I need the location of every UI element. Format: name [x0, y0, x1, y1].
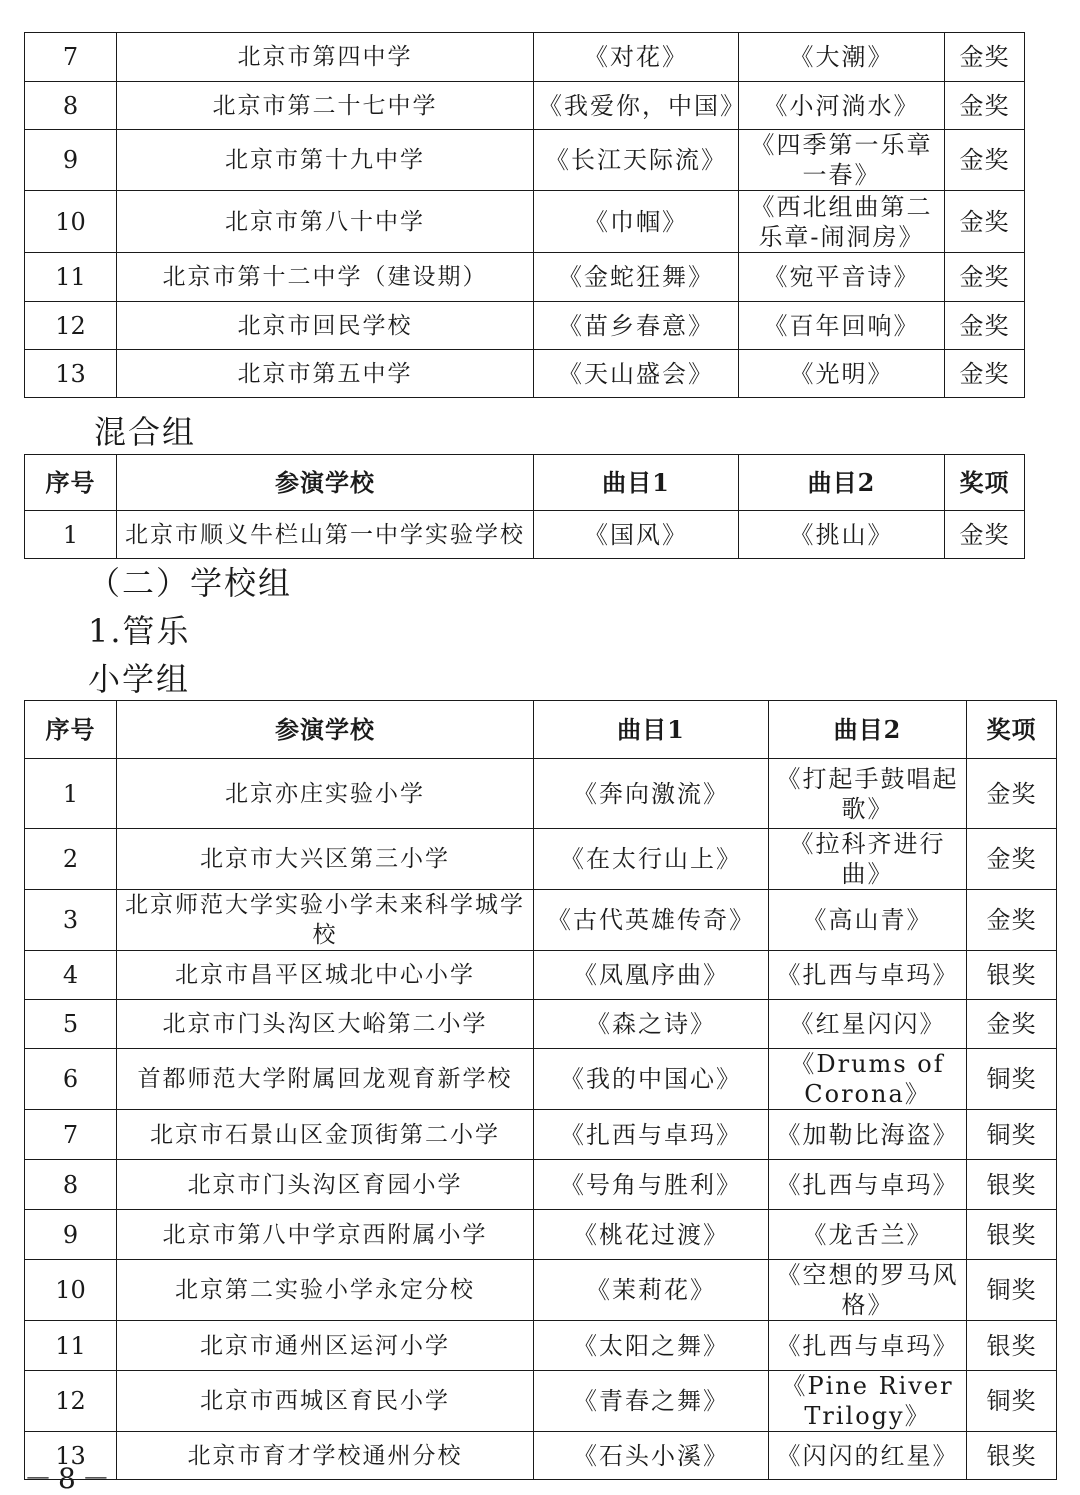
cell-no: 7: [25, 1110, 117, 1160]
cell-piece2: 《Pine River Trilogy》: [769, 1371, 967, 1432]
table-row: [25, 951, 1057, 1000]
cell-piece2: 《大潮》: [739, 33, 945, 82]
cell-piece2: 《红星闪闪》: [769, 1000, 967, 1049]
cell-no: 5: [25, 1000, 117, 1049]
cell-school: 北京市第四中学: [117, 33, 534, 82]
cell-school: 北京市第二十七中学: [117, 82, 534, 130]
table-row: [25, 511, 1025, 559]
cell-award: 银奖: [967, 1432, 1057, 1480]
cell-piece2: 《西北组曲第二乐章-闹洞房》: [739, 191, 945, 253]
cell-no: 9: [25, 1210, 117, 1260]
cell-school: 首都师范大学附属回龙观育新学校: [117, 1049, 534, 1110]
header-piece2: 曲目2: [769, 701, 967, 759]
cell-award: 银奖: [967, 1160, 1057, 1210]
cell-no: 11: [25, 253, 117, 302]
cell-piece1: 《在太行山上》: [534, 829, 769, 890]
results-table-primary: [24, 700, 1057, 1480]
cell-piece2: 《打起手鼓唱起歌》: [769, 759, 967, 829]
table-row: [25, 350, 1025, 398]
cell-school: 北京市通州区运河小学: [117, 1321, 534, 1371]
cell-piece1: 《石头小溪》: [534, 1432, 769, 1480]
header-no: 序号: [25, 701, 117, 759]
cell-piece2: 《扎西与卓玛》: [769, 1321, 967, 1371]
cell-school: 北京市第八中学京西附属小学: [117, 1210, 534, 1260]
cell-award: 金奖: [945, 350, 1025, 398]
cell-piece1: 《天山盛会》: [534, 350, 739, 398]
cell-piece2: 《挑山》: [739, 511, 945, 559]
cell-piece2: 《空想的罗马风格》: [769, 1260, 967, 1321]
section-heading-wind: 1.管乐: [88, 612, 191, 650]
cell-award: 金奖: [945, 191, 1025, 253]
table-row: [25, 1049, 1057, 1110]
cell-school: 北京市门头沟区育园小学: [117, 1160, 534, 1210]
header-award: 奖项: [945, 455, 1025, 511]
cell-no: 10: [25, 1260, 117, 1321]
section-heading-primary: 小学组: [88, 660, 191, 698]
cell-no: 13: [25, 350, 117, 398]
cell-piece1: 《国风》: [534, 511, 739, 559]
table-row: [25, 253, 1025, 302]
header-piece1: 曲目1: [534, 701, 769, 759]
table-row: [25, 1110, 1057, 1160]
cell-piece2: 《龙舌兰》: [769, 1210, 967, 1260]
cell-piece1: 《我的中国心》: [534, 1049, 769, 1110]
cell-school: 北京市第十九中学: [117, 130, 534, 191]
header-award: 奖项: [967, 701, 1057, 759]
cell-award: 金奖: [945, 130, 1025, 191]
cell-piece2: 《百年回响》: [739, 302, 945, 350]
cell-piece2: 《高山青》: [769, 890, 967, 951]
cell-no: 12: [25, 1371, 117, 1432]
table-row: [25, 82, 1025, 130]
cell-school: 北京师范大学实验小学未来科学城学校: [117, 890, 534, 951]
cell-no: 2: [25, 829, 117, 890]
cell-award: 金奖: [967, 890, 1057, 951]
header-piece1: 曲目1: [534, 455, 739, 511]
cell-piece1: 《对花》: [534, 33, 739, 82]
page-number: －8－: [24, 1462, 116, 1495]
table-row: [25, 829, 1057, 890]
cell-award: 金奖: [945, 253, 1025, 302]
cell-no: 4: [25, 951, 117, 1000]
cell-no: 1: [25, 759, 117, 829]
cell-piece2: 《扎西与卓玛》: [769, 1160, 967, 1210]
cell-piece2: 《四季第一乐章一春》: [739, 130, 945, 191]
cell-piece2: 《宛平音诗》: [739, 253, 945, 302]
cell-award: 金奖: [967, 829, 1057, 890]
cell-piece2: 《闪闪的红星》: [769, 1432, 967, 1480]
cell-school: 北京市石景山区金顶街第二小学: [117, 1110, 534, 1160]
header-piece2: 曲目2: [739, 455, 945, 511]
cell-school: 北京市顺义牛栏山第一中学实验学校: [117, 511, 534, 559]
cell-piece2: 《拉科齐进行曲》: [769, 829, 967, 890]
cell-piece1: 《扎西与卓玛》: [534, 1110, 769, 1160]
table-row: [25, 1160, 1057, 1210]
cell-piece1: 《苗乡春意》: [534, 302, 739, 350]
table-row: [25, 1260, 1057, 1321]
cell-piece1: 《长江天际流》: [534, 130, 739, 191]
cell-no: 12: [25, 302, 117, 350]
cell-no: 8: [25, 1160, 117, 1210]
cell-no: 7: [25, 33, 117, 82]
cell-piece1: 《奔向激流》: [534, 759, 769, 829]
table-row: [25, 130, 1025, 191]
cell-piece1: 《巾帼》: [534, 191, 739, 253]
table-row: [25, 191, 1025, 253]
cell-school: 北京第二实验小学永定分校: [117, 1260, 534, 1321]
cell-award: 银奖: [967, 1321, 1057, 1371]
cell-piece1: 《金蛇狂舞》: [534, 253, 739, 302]
cell-piece1: 《凤凰序曲》: [534, 951, 769, 1000]
cell-award: 金奖: [945, 511, 1025, 559]
cell-school: 北京市回民学校: [117, 302, 534, 350]
table-header-row: [25, 455, 1025, 511]
cell-piece1: 《茉莉花》: [534, 1260, 769, 1321]
cell-school: 北京亦庄实验小学: [117, 759, 534, 829]
cell-piece1: 《桃花过渡》: [534, 1210, 769, 1260]
header-school: 参演学校: [117, 701, 534, 759]
table-row: [25, 890, 1057, 951]
cell-piece2: 《扎西与卓玛》: [769, 951, 967, 1000]
cell-award: 铜奖: [967, 1110, 1057, 1160]
cell-school: 北京市门头沟区大峪第二小学: [117, 1000, 534, 1049]
results-table-continued: [24, 32, 1025, 398]
cell-school: 北京市第十二中学（建设期）: [117, 253, 534, 302]
cell-school: 北京市大兴区第三小学: [117, 829, 534, 890]
cell-piece1: 《森之诗》: [534, 1000, 769, 1049]
cell-no: 13: [25, 1432, 117, 1480]
cell-award: 金奖: [967, 1000, 1057, 1049]
cell-award: 铜奖: [967, 1260, 1057, 1321]
table-row: [25, 1210, 1057, 1260]
cell-no: 11: [25, 1321, 117, 1371]
cell-school: 北京市昌平区城北中心小学: [117, 951, 534, 1000]
cell-school: 北京市育才学校通州分校: [117, 1432, 534, 1480]
cell-no: 9: [25, 130, 117, 191]
cell-award: 金奖: [967, 759, 1057, 829]
cell-school: 北京市第五中学: [117, 350, 534, 398]
cell-piece2: 《Drums of Corona》: [769, 1049, 967, 1110]
table-row: [25, 302, 1025, 350]
cell-piece1: 《号角与胜利》: [534, 1160, 769, 1210]
cell-award: 铜奖: [967, 1371, 1057, 1432]
cell-award: 银奖: [967, 951, 1057, 1000]
cell-no: 3: [25, 890, 117, 951]
cell-piece2: 《加勒比海盗》: [769, 1110, 967, 1160]
cell-no: 10: [25, 191, 117, 253]
cell-piece1: 《青春之舞》: [534, 1371, 769, 1432]
cell-no: 6: [25, 1049, 117, 1110]
header-school: 参演学校: [117, 455, 534, 511]
cell-award: 金奖: [945, 82, 1025, 130]
section-heading-mixed: 混合组: [94, 413, 197, 451]
cell-no: 8: [25, 82, 117, 130]
cell-piece1: 《古代英雄传奇》: [534, 890, 769, 951]
table-row: [25, 759, 1057, 829]
cell-award: 金奖: [945, 33, 1025, 82]
cell-award: 金奖: [945, 302, 1025, 350]
table-row: [25, 1000, 1057, 1049]
results-table-mixed: [24, 454, 1025, 559]
cell-school: 北京市第八十中学: [117, 191, 534, 253]
cell-school: 北京市西城区育民小学: [117, 1371, 534, 1432]
cell-piece1: 《我爱你，中国》: [534, 82, 739, 130]
cell-piece1: 《太阳之舞》: [534, 1321, 769, 1371]
cell-no: 1: [25, 511, 117, 559]
table-row: [25, 1371, 1057, 1432]
table-row: [25, 33, 1025, 82]
table-header-row: [25, 701, 1057, 759]
cell-piece2: 《光明》: [739, 350, 945, 398]
header-no: 序号: [25, 455, 117, 511]
section-heading-school-group: （二）学校组: [88, 564, 293, 602]
cell-award: 铜奖: [967, 1049, 1057, 1110]
cell-award: 银奖: [967, 1210, 1057, 1260]
table-row: [25, 1321, 1057, 1371]
cell-piece2: 《小河淌水》: [739, 82, 945, 130]
table-row: [25, 1432, 1057, 1480]
